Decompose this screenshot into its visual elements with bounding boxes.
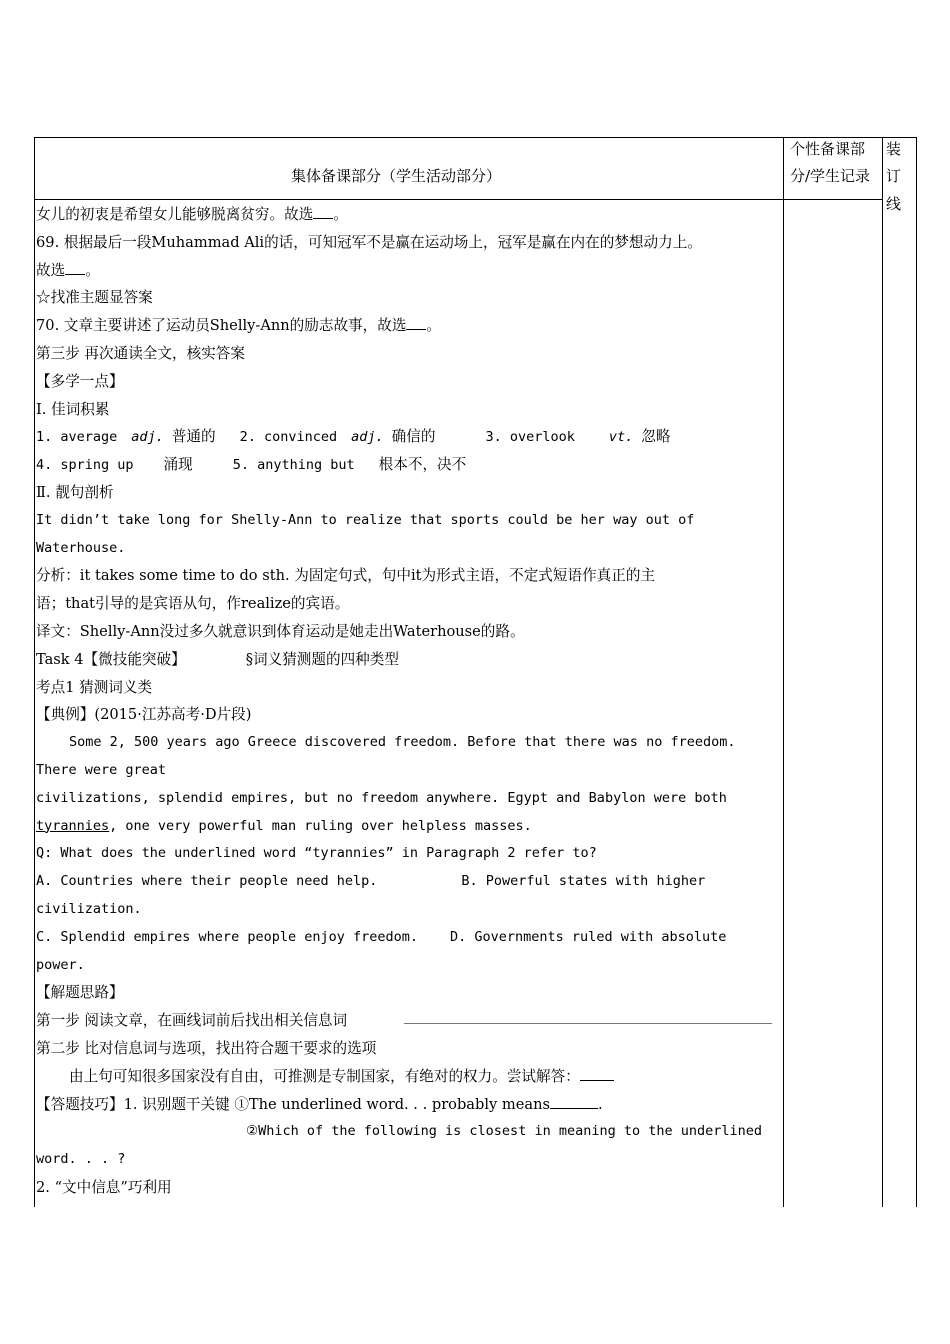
underlined-word: tyrannies	[36, 817, 110, 834]
vocab-row: 1. average adj. 普通的 2. convinced adj. 确信的 3. overlook vt. 忽略	[36, 428, 671, 446]
binding-col-border	[916, 137, 917, 1207]
option-line: A. Countries where their people need help. B. Powerful states with higher	[36, 873, 706, 890]
text-line: 2. “文中信息”巧利用	[36, 1178, 172, 1196]
text-line: 第一步 阅读文章，在画线词前后找出相关信息词	[36, 1012, 348, 1030]
passage-line: civilizations, splendid empires, but no freedom anywhere. Egypt and Babylon were both	[36, 789, 727, 806]
text-line: 语；that引导的是宾语从句，作realize的宾语。	[36, 595, 350, 613]
binding-char-2: 订	[886, 167, 902, 185]
passage-line: There were great	[36, 761, 167, 778]
vocab-row: 4. spring up 涌现 5. anything but 根本不，决不	[36, 456, 467, 474]
text-line: ②Which of the following is closest in meaning to the underlined	[246, 1123, 763, 1140]
main-content	[36, 201, 784, 1202]
section-heading: 【解题思路】	[36, 984, 124, 1002]
text-line: 由上句可知很多国家没有自由，可推测是专制国家，有绝对的权力。尝试解答：	[36, 1063, 784, 1091]
text-line: 70. 文章主要讲述了运动员Shelly-Ann的励志故事，故选 。	[36, 317, 442, 335]
text-line: 【答题技巧】1. 识别题干关键 ①The underlined word. . . probably means .	[36, 1095, 603, 1113]
text-line: ☆找准主题显答案	[36, 289, 153, 307]
text-line: 考点1 猜测词义类	[36, 678, 153, 696]
text-line: Ⅱ. 靓句剖析	[36, 483, 114, 501]
header-side-col-line1: 个性备课部	[790, 140, 866, 158]
text-line: 69. 根据最后一段Muhammad Ali的话，可知冠军不是赢在运动场上，冠军是赢在内在的梦想动力上。	[36, 233, 702, 251]
text-line: 译文：Shelly-Ann没过多久就意识到体育运动是她走出Waterhouse的路。	[36, 622, 525, 640]
text-line: word. . . ?	[36, 1151, 126, 1168]
option-line: power.	[36, 956, 85, 973]
section-heading: 【多学一点】	[36, 372, 124, 390]
option-line: civilization.	[36, 900, 142, 917]
passage-line: tyrannies, one very powerful man ruling over helpless masses.	[36, 817, 532, 834]
text-line: 【典例】(2015·江苏高考·D片段)	[36, 706, 252, 724]
task-heading: Task 4【微技能突破】 §词义猜测题的四种类型	[36, 650, 399, 668]
table-top-border	[34, 137, 917, 138]
binding-char-1: 装	[886, 140, 902, 158]
text-line: 第二步 比对信息词与选项，找出符合题干要求的选项	[36, 1039, 377, 1057]
text-line: It didn’t take long for Shelly-Ann to realize that sports could be her way out of	[36, 511, 695, 528]
binding-char-3: 线	[886, 195, 902, 213]
text-line: 分析：it takes some time to do sth. 为固定句式，句中it为形式主语，不定式短语作真正的主	[36, 567, 656, 585]
text-line: 女儿的初衷是希望女儿能够脱离贫穷。故选 。	[36, 206, 348, 223]
table-right-border	[882, 137, 883, 1207]
passage-line: Some 2, 500 years ago Greece discovered freedom. Before that there was no freedom.	[69, 734, 736, 751]
answer-fill-line	[404, 1023, 772, 1024]
text-line: 故选 。	[36, 261, 100, 279]
option-line: C. Splendid empires where people enjoy freedom. D. Governments ruled with absolute	[36, 928, 727, 945]
question-line: Q: What does the underlined word “tyrannies” in Paragraph 2 refer to?	[36, 845, 597, 862]
text-line: Waterhouse.	[36, 539, 126, 556]
header-main-col: 集体备课部分（学生活动部分）	[291, 167, 502, 185]
text-line: Ⅰ. 佳词积累	[36, 400, 110, 418]
text-line: 第三步 再次通读全文，核实答案	[36, 344, 245, 362]
header-side-col-line2: 分/学生记录	[790, 167, 871, 185]
